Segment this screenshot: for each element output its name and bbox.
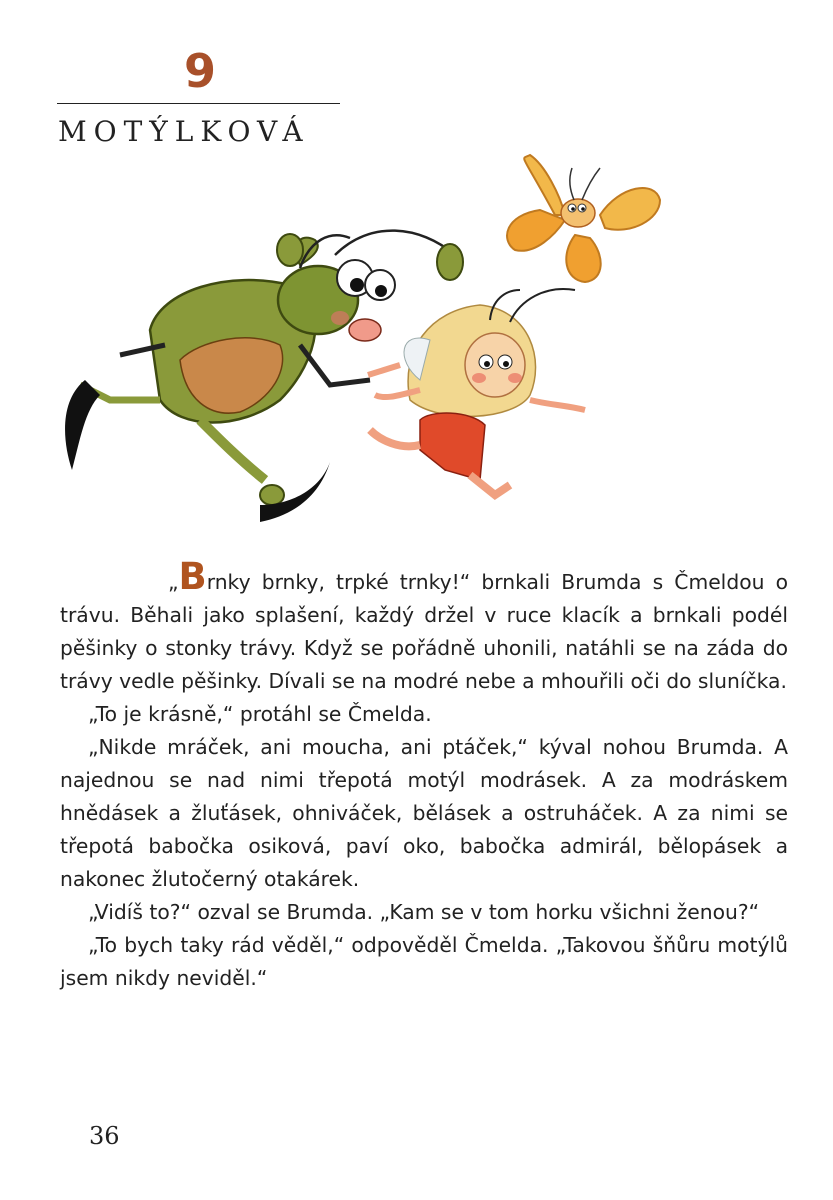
cricket-illustration [65,231,463,522]
butterfly-illustration [507,155,660,282]
story-text [60,555,788,995]
chapter-number: 9 [183,44,216,98]
fuzzy-bug-illustration [370,289,585,495]
chapter-title: MOTÝLKOVÁ [58,115,310,148]
page-number: 36 [89,1122,120,1150]
paragraph: „To je krásně,“ protáhl se Čmelda. [88,702,432,726]
paragraph: „Vidíš to?“ ozval se Brumda. „Kam se v tom horku všichni ženou?“ [88,900,760,924]
paragraph: „Nikde mráček, ani moucha, ani ptáček,“ kýval nohou Brumda. A najednou se nad nimi třepotá motýl modrásek. A za modráskem hnědásek a žluťásek, ohniváček, bělásek a ostruháček. A za nimi se třepotá babočka osiková, paví oko, babočka admirál, bělopásek a nakonec žlutočerný otakárek. [60,735,788,891]
illustration [0,0,833,540]
paragraph: „To bych taky rád věděl,“ odpověděl Čmelda. „Takovou šňůru motýlů jsem nikdy neviděl.“ [60,933,788,990]
drop-cap: B [178,555,207,598]
paragraph [60,555,788,698]
opening-quote: „ [168,570,179,594]
paragraph-text: rnky brnky, trpké trnky!“ brnkali Brumda s Čmeldou o trávu. Běhali jako splašení, každý držel v ruce klacík a brnkali podél pěšinky o stonky trávy. Když se pořádně uhonili, natáhli se na záda do trávy vedle pěšinky. Dívali se na modré nebe a mhouřili oči do sluníčka. [60,570,788,693]
